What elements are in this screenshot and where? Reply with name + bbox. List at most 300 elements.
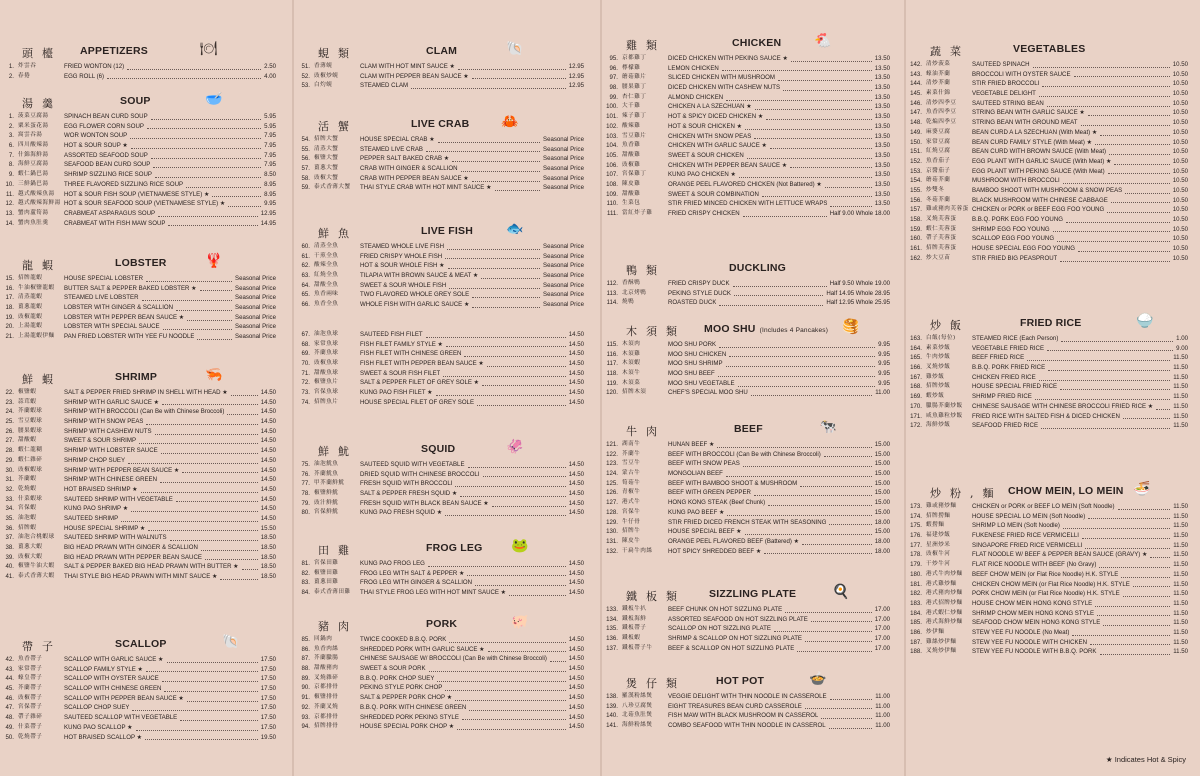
item-number: 80. [301, 509, 310, 517]
dot-leader [1072, 635, 1170, 636]
dot-leader [164, 691, 258, 692]
item-number: 182. [910, 590, 922, 598]
item-price: 14.50 [260, 418, 276, 426]
item-number: 167. [910, 373, 922, 381]
section-title-text: SQUID [421, 443, 456, 455]
item-number: 18. [5, 304, 14, 312]
item-chinese-name: 芥蘭臘腸 [314, 655, 339, 662]
item-name: KUNG PAO SHRIMP ★ [64, 505, 129, 513]
dot-leader [717, 447, 872, 448]
section-header [908, 312, 1200, 334]
menu-item [604, 518, 902, 528]
item-chinese-name: 燒鴨 [622, 299, 635, 306]
item-price: 18.50 [260, 553, 276, 561]
item-chinese-name: 雪豆蝦球 [18, 418, 43, 425]
menu-item [0, 485, 288, 495]
item-number: 108. [606, 180, 618, 188]
item-price: Half 12.95 Whole 25.95 [826, 299, 890, 307]
menu-item [908, 550, 1200, 560]
menu-item [296, 145, 596, 155]
item-price: 11.00 [875, 702, 890, 710]
item-price: Seasonal Price [235, 313, 276, 321]
item-chinese-name: 魚香帶子 [18, 656, 43, 662]
item-number: 98. [609, 84, 618, 92]
menu-item [0, 72, 288, 82]
item-number: 159. [910, 225, 922, 233]
dot-leader [830, 206, 872, 207]
item-number: 45. [5, 685, 14, 693]
item-price: 9.95 [878, 341, 890, 348]
item-name: SHRIMP WITH BROCCOLI (Can Be with Chinese Broccoli) [64, 408, 225, 416]
item-chinese-name: 蝦仁芙蓉蛋 [926, 225, 957, 232]
item-name: STRING BEAN WITH GARLIC SAUCE ★ [972, 109, 1085, 117]
item-number: 129. [606, 518, 618, 526]
item-chinese-name: 薑葱大蟹 [314, 165, 339, 172]
menu-item [908, 186, 1200, 196]
dot-leader [726, 366, 875, 367]
dot-leader [754, 138, 872, 139]
item-name: HOUSE SPECIAL EGG FOO YOUNG [972, 245, 1075, 253]
item-number: 166. [910, 364, 922, 372]
dot-leader [460, 496, 566, 497]
item-chinese-name: 雞炒飯 [926, 373, 945, 380]
menu-item [0, 723, 288, 733]
item-name: SHRIMP FRIED RICE [972, 393, 1032, 401]
menu-section [604, 418, 902, 556]
menu-item [296, 664, 596, 674]
item-name: HOUSE SPECIAL SHRIMP ★ [64, 524, 146, 532]
item-number: 165. [910, 354, 922, 362]
item-chinese-name: 芥蘭帶子 [18, 685, 43, 692]
item-price: 17.00 [874, 615, 890, 623]
item-number: 104. [606, 142, 618, 150]
menu-item [0, 543, 288, 553]
item-name: BEEF & SCALLOP ON HOT SIZZLING PLATE [668, 644, 795, 652]
item-name: BIG HEAD PRAWN WITH PEPPER BEAN SAUCE [64, 553, 202, 561]
item-price: 17.00 [874, 625, 890, 633]
item-price: 11.50 [1173, 561, 1188, 569]
item-price: 1.00 [1176, 335, 1188, 342]
item-name: BLACK MUSHROOM WITH CHINESE CABBAGE [972, 196, 1108, 204]
item-name: DICED CHICKEN WITH CASHEW NUTS [668, 84, 781, 92]
item-chinese-name: 家常豆腐 [926, 138, 951, 145]
item-chinese-name: 港式牛 [622, 499, 641, 506]
item-name: SCALLOP WITH PEPPER BEAN SAUCE ★ [64, 694, 184, 702]
item-number: 99. [609, 93, 618, 101]
item-number: 110. [606, 200, 618, 208]
item-number: 73. [301, 389, 310, 397]
item-chinese-name: 椒鹽排骨 [314, 694, 339, 701]
dot-leader [1095, 606, 1170, 607]
item-number: 127. [606, 499, 618, 507]
item-price: 15.00 [874, 489, 890, 497]
item-number: 118. [606, 370, 618, 378]
dot-leader [829, 524, 872, 525]
item-name: CHINESE SAUSAGE WITH CHINESE BROCCOLI FRIED RICE ★ [972, 402, 1154, 410]
dot-leader [1060, 261, 1170, 262]
section-title-text: CLAM [426, 45, 458, 57]
item-price: 14.50 [568, 499, 584, 507]
menu-item [296, 683, 596, 693]
item-price: 14.50 [568, 579, 584, 587]
item-price: 9.00 [1176, 344, 1188, 352]
item-price: 14.50 [260, 466, 276, 474]
item-chinese-name: 豉椒雞 [622, 161, 641, 168]
item-number: 146. [910, 99, 922, 107]
item-chinese-name: 叉燒雜碎 [314, 674, 339, 681]
dot-leader [146, 281, 232, 282]
item-chinese-name: 北菇魚肚煲 [622, 712, 653, 719]
item-number: 109. [606, 190, 618, 198]
item-name: SCALLOP CHOP SUEY [64, 704, 130, 712]
item-price: 14.50 [260, 389, 276, 396]
item-price: Seasonal Price [543, 243, 584, 250]
item-name: SLICED CHICKEN WITH MUSHROOM [668, 74, 775, 82]
item-name: LEMON CHICKEN [668, 64, 719, 72]
menu-item [296, 645, 596, 655]
menu-item [908, 609, 1200, 619]
item-price: Seasonal Price [235, 294, 276, 302]
item-chinese-name: 越式酸辣魚湯 [18, 190, 55, 197]
item-price: 15.00 [874, 470, 890, 478]
item-name: CHICKEN FRIED RICE [972, 373, 1036, 381]
item-price: 10.50 [1172, 254, 1188, 262]
item-name: VEGGIE DELIGHT WITH THIN NOODLE IN CASSEROLE [668, 693, 827, 700]
menu-item [0, 322, 288, 332]
item-name: FRIED CRISPY CHICKEN [668, 210, 740, 217]
item-price: 10.50 [1172, 177, 1188, 185]
item-price: Seasonal Price [235, 284, 276, 292]
dot-leader [155, 434, 258, 435]
dot-leader [472, 78, 566, 79]
item-price: 14.50 [568, 589, 584, 597]
dot-leader [475, 585, 566, 586]
menu-item [908, 234, 1200, 244]
item-chinese-name: 干煎全魚 [314, 252, 339, 259]
item-chinese-name: 乾煸四季豆 [926, 119, 957, 126]
item-chinese-name: 陳皮牛 [622, 537, 641, 544]
section-title-text: HOT POT [716, 675, 765, 687]
dot-leader [201, 550, 258, 551]
item-price: 11.50 [1173, 541, 1188, 549]
item-price: 14.50 [568, 470, 584, 478]
item-price: 10.50 [1172, 61, 1188, 68]
item-number: 117. [606, 360, 618, 368]
shrimp-icon: 🦐 [205, 366, 223, 382]
item-price: 15.00 [874, 508, 890, 516]
item-price: 10.50 [1172, 225, 1188, 233]
section-chinese-title: 炒粉,麵 [930, 487, 1003, 500]
item-name: MOO SHU CHICKEN [668, 350, 727, 358]
item-number: 174. [910, 512, 922, 520]
menu-section [0, 366, 288, 582]
menu-item [0, 436, 288, 446]
item-name: BAMBOO SHOOT WITH MUSHROOM & SNOW PEAS [972, 186, 1123, 194]
item-price: 9.95 [264, 200, 276, 208]
item-chinese-name: 陳皮雞 [622, 180, 641, 187]
item-chinese-name: 泰式香薄大蟹 [314, 184, 351, 191]
menu-section [296, 438, 596, 518]
item-name: FRESH SQUID WITH BROCCOLI [360, 480, 453, 488]
menu-item [908, 502, 1200, 512]
item-number: 78. [301, 490, 310, 498]
item-price: 12.95 [260, 209, 276, 217]
item-number: 22. [5, 389, 14, 396]
item-number: 39. [5, 553, 14, 561]
menu-item [296, 242, 596, 252]
item-number: 97. [609, 74, 618, 82]
item-name: CRAB WITH PEPPER BEAN SAUCE ★ [360, 174, 469, 182]
item-number: 186. [910, 628, 922, 636]
item-price: 4.00 [264, 72, 276, 80]
item-chinese-name: 豉椒魚球 [314, 360, 339, 367]
menu-item [604, 298, 902, 308]
menu-item [0, 572, 288, 582]
item-price: 15.00 [874, 499, 890, 507]
item-chinese-name: 雞絲炒伊麵 [926, 638, 957, 645]
menu-item [604, 64, 902, 74]
item-chinese-name: 腰果雞丁 [622, 84, 647, 91]
item-name: VEGETABLE DELIGHT [972, 90, 1036, 98]
item-number: 147. [910, 109, 922, 117]
section-title-text: FRIED RICE [1020, 317, 1082, 329]
item-name: SHRIMP CHOW MEIN HONG KONG STYLE [972, 609, 1095, 617]
item-chinese-name: 京都排骨 [314, 713, 339, 720]
item-name: MUSHROOM WITH BROCCOLI [972, 177, 1060, 185]
item-price: Seasonal Price [235, 323, 276, 331]
item-number: 83. [301, 579, 310, 587]
item-number: 82. [301, 569, 310, 577]
dot-leader [719, 305, 823, 306]
item-name: STEAMED RICE (Each Person) [972, 335, 1059, 342]
fold-line [600, 0, 602, 776]
item-name: DRIED SQUID WITH CHINESE BROCCOLI [360, 470, 480, 478]
menu-item [604, 692, 902, 702]
item-name: SEAFOOD FRIED RICE [972, 422, 1039, 430]
item-chinese-name: 魚香雞 [622, 142, 641, 149]
item-name: SEAFOOD CHOW MEIN HONG KONG STYLE [972, 619, 1101, 627]
menu-item [908, 589, 1200, 599]
item-number: 40. [5, 563, 14, 571]
dot-leader [487, 366, 566, 367]
item-number: 164. [910, 344, 922, 352]
item-name: VEGETABLE FRIED RICE [972, 344, 1045, 352]
item-price: 14.50 [568, 674, 584, 682]
item-chinese-name: 豉椒龍蝦 [18, 313, 43, 320]
section-title [426, 618, 457, 630]
menu-item [0, 398, 288, 408]
item-name: SAUTEED SHRIMP WITH VEGETABLE [64, 495, 173, 503]
dot-leader [734, 295, 823, 296]
item-number: 13. [5, 209, 14, 217]
item-chinese-name: 甜酸蝦 [18, 437, 37, 444]
item-number: 148. [910, 119, 922, 127]
item-name: FRESH SQUID WITH BLACK BEAN SAUCE ★ [360, 499, 489, 507]
item-number: 84. [301, 589, 310, 597]
item-number: 169. [910, 393, 922, 401]
item-chinese-name: 招牌撈麵 [926, 512, 951, 519]
menu-item [0, 112, 288, 122]
item-name: KUNG PAO FRESH SQUID ★ [360, 509, 443, 517]
dot-leader [161, 453, 258, 454]
item-price: 11.50 [1173, 512, 1188, 520]
menu-item [0, 122, 288, 132]
item-chinese-name: 泰式香薄大蝦 [18, 573, 55, 580]
item-name: STRING BEAN WITH GROUND MEAT [972, 119, 1078, 127]
item-name: SCALLOP WITH OYSTER SAUCE [64, 675, 159, 683]
item-chinese-name: 招牌蝦 [18, 524, 37, 531]
item-number: 149. [910, 128, 922, 136]
dot-leader [411, 88, 566, 89]
item-chinese-name: 蠔油芥蘭 [926, 70, 951, 77]
item-number: 133. [606, 606, 618, 613]
item-chinese-name: 宮保雞丁 [622, 171, 647, 178]
dot-leader [142, 300, 232, 301]
item-chinese-name: 京醬茄子 [926, 167, 951, 174]
section-title [421, 225, 473, 237]
item-chinese-name: 椒鹽蝦 [18, 389, 37, 395]
item-chinese-name: 清蒸大蟹 [314, 145, 339, 152]
item-chinese-name: 招牌芙蓉蛋 [926, 245, 957, 252]
item-price: 13.50 [874, 180, 890, 188]
item-price: 17.50 [260, 694, 276, 702]
menu-section [0, 90, 288, 228]
item-number: 38. [5, 544, 14, 551]
section-chinese-title: 鮮魚 [318, 227, 358, 240]
item-chinese-name: 紅燒全魚 [314, 272, 339, 279]
item-number: 161. [910, 245, 922, 253]
section-title-text: LIVE CRAB [411, 118, 470, 130]
item-chinese-name: 素菜炒飯 [926, 344, 951, 351]
item-chinese-name: 筍菇牛 [622, 479, 641, 486]
item-number: 150. [910, 138, 922, 146]
section-title-text: APPETIZERS [80, 45, 148, 57]
item-price: 14.50 [260, 495, 276, 503]
item-price: 10.50 [1172, 119, 1188, 127]
menu-item [908, 412, 1200, 422]
dot-leader [437, 681, 566, 682]
item-number: 79. [301, 499, 310, 507]
item-chinese-name: 芥蘭牛 [622, 450, 641, 457]
item-number: 21. [5, 333, 14, 341]
menu-item [908, 108, 1200, 118]
item-name: SWEET & SOUR CHICKEN [668, 151, 744, 159]
item-number: 151. [910, 148, 922, 156]
menu-item [0, 180, 288, 190]
item-name: BEAN CURD A LA SZECHUAN (With Meat) ★ [972, 128, 1098, 136]
chicken-icon: 🐔 [814, 32, 832, 48]
dot-leader [770, 148, 872, 149]
item-name: CRABMEAT WITH FISH MAW SOUP [64, 219, 166, 227]
item-number: 154. [910, 177, 922, 185]
dot-leader [1108, 173, 1170, 174]
item-chinese-name: 乾燒帶子 [18, 733, 43, 740]
item-price: 14.50 [568, 665, 584, 673]
menu-item [604, 279, 902, 289]
menu-section [604, 670, 902, 731]
item-name: BEEF WITH SNOW PEAS [668, 460, 740, 468]
item-number: 64. [301, 281, 310, 289]
section-title-text: VEGETABLES [1013, 43, 1086, 55]
item-number: 94. [301, 723, 310, 731]
item-price: 14.50 [568, 389, 584, 397]
dot-leader [428, 566, 566, 567]
item-chinese-name: 蝦仁鍋巴湯 [18, 171, 49, 178]
dot-leader [1061, 341, 1173, 342]
item-chinese-name: 鐵板牛扒 [622, 606, 647, 612]
item-price: Seasonal Price [235, 333, 276, 341]
menu-section [296, 220, 596, 310]
menu-item [908, 512, 1200, 522]
section-chinese-title: 蔬菜 [930, 45, 970, 58]
dot-leader [445, 515, 566, 516]
item-number: 141. [606, 722, 618, 730]
item-number: 144. [910, 80, 922, 88]
item-name: FROG LEG WITH SALT & PEPPER ★ [360, 569, 465, 577]
menu-section [604, 583, 902, 653]
item-price: 11.50 [1173, 619, 1188, 627]
item-price: 13.50 [874, 103, 890, 111]
item-name: STEAMED LIVE LOBSTER [64, 294, 139, 302]
item-chinese-name: 港式招牌炒麵 [926, 599, 963, 606]
menu-item [604, 527, 902, 537]
item-name: BEEF WITH BROCCOLI (Can Be with Chinese Broccoli) [668, 450, 821, 458]
item-chinese-name: 椒鹽大蟹 [314, 155, 339, 162]
item-price: 11.50 [1173, 628, 1188, 636]
item-chinese-name: 港式雞炒麵 [926, 580, 957, 587]
item-chinese-name: 炸雲吞 [18, 63, 37, 69]
menu-item [908, 334, 1200, 344]
item-name: HOT SPICY SHREDDED BEEF ★ [668, 547, 762, 555]
dot-leader [1118, 509, 1170, 510]
dot-leader [1107, 212, 1170, 213]
item-number: 135. [606, 625, 618, 633]
menu-item [0, 417, 288, 427]
item-chinese-name: 蒜茸蝦 [18, 398, 37, 405]
item-price: 17.50 [260, 714, 276, 722]
item-number: 54. [301, 136, 310, 143]
menu-item [0, 388, 288, 398]
dot-leader [205, 559, 258, 560]
dot-leader [469, 710, 566, 711]
dot-leader [745, 534, 872, 535]
dot-leader [1156, 409, 1170, 410]
item-price: 14.50 [260, 398, 276, 406]
item-number: 1. [8, 63, 14, 70]
menu-section [296, 40, 596, 91]
item-price: 14.50 [568, 490, 584, 498]
menu-item [604, 289, 902, 299]
dot-leader [151, 158, 261, 159]
item-chinese-name: 帶子芙蓉蛋 [926, 235, 957, 242]
item-number: 86. [301, 645, 310, 653]
section-chinese-title: 帶子 [22, 640, 62, 653]
section-title [1013, 43, 1085, 55]
item-chinese-name: 甜酸雞 [622, 151, 641, 158]
item-name: EGG ROLL (6) [64, 72, 105, 80]
item-number: 102. [606, 122, 618, 130]
menu-item [908, 79, 1200, 89]
item-name: CHICKEN WITH SNOW PEAS [668, 132, 752, 140]
item-price: 11.50 [1173, 648, 1188, 656]
item-price: 11.50 [1173, 354, 1188, 362]
item-name: DICED CHICKEN WITH PEKING SAUCE ★ [668, 55, 788, 62]
menu-item [0, 446, 288, 456]
item-number: 58. [301, 174, 310, 182]
item-name: FISH FILET WITH PEPPER BEAN SAUCE ★ [360, 360, 484, 368]
section-chinese-title: 田雞 [318, 544, 358, 557]
item-name: KUNG PAO SCALLOP ★ [64, 723, 133, 731]
